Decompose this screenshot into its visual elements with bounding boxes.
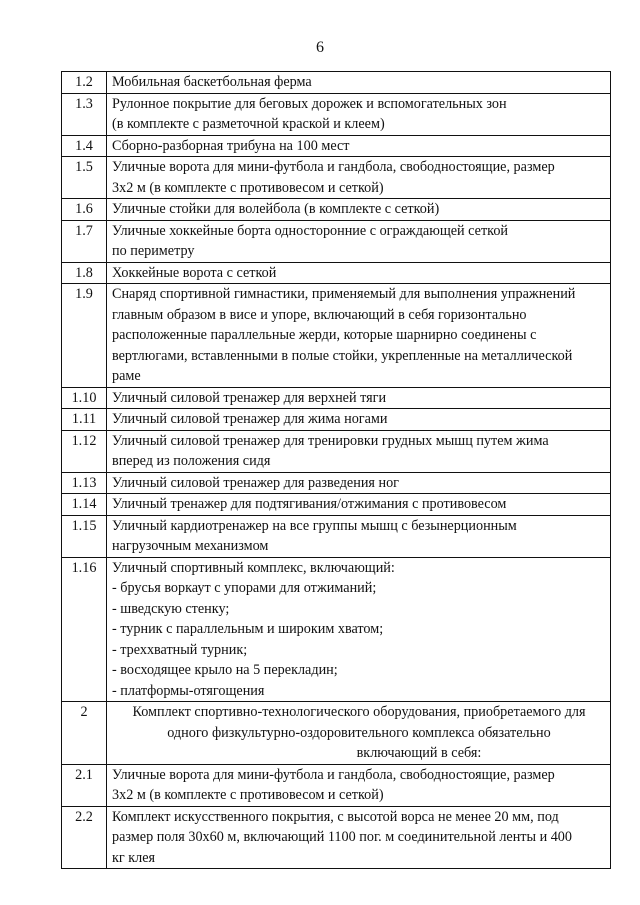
table-row <box>62 557 611 702</box>
description-line: нагрузочным механизмом <box>112 538 269 554</box>
description-line: вперед из положения сидя <box>112 453 271 469</box>
item-description <box>107 515 611 557</box>
description-line: - брусья воркаут с упорами для отжиманий; <box>112 580 377 596</box>
item-description <box>107 557 611 702</box>
description-line: Уличный силовой тренажер для верхней тяги <box>112 389 387 406</box>
table-row <box>62 472 611 494</box>
description-line: Уличный спортивный комплекс, включающий: <box>112 559 395 576</box>
item-number: 2.2 <box>62 806 107 869</box>
item-description <box>107 199 611 221</box>
description-line: Снаряд спортивной гимнастики, применяемый для выполнения упражнений <box>112 286 576 302</box>
description-line: Уличный силовой тренажер для тренировки грудных мышц путем жима <box>112 432 549 449</box>
item-description <box>107 72 611 94</box>
table-row <box>62 494 611 516</box>
table-row <box>62 72 611 94</box>
item-description <box>107 494 611 516</box>
item-number: 1.16 <box>62 557 107 702</box>
description-line: Уличный силовой тренажер для разведения ног <box>112 474 399 491</box>
item-number: 1.3 <box>62 93 107 135</box>
item-description <box>107 135 611 157</box>
item-number: 1.15 <box>62 515 107 557</box>
item-number: 1.8 <box>62 262 107 284</box>
description-line: раме <box>112 368 141 384</box>
item-number: 1.12 <box>62 430 107 472</box>
item-number: 1.6 <box>62 199 107 221</box>
item-number: 1.7 <box>62 220 107 262</box>
item-number: 1.9 <box>62 284 107 388</box>
page-number: 6 <box>316 39 324 56</box>
description-line: (в комплекте с разметочной краской и клеем) <box>112 116 385 132</box>
description-line: по периметру <box>112 243 195 259</box>
item-number: 2 <box>62 702 107 765</box>
description-line: Уличный тренажер для подтягивания/отжимания с противовесом <box>112 496 507 512</box>
table-row <box>62 515 611 557</box>
item-description <box>107 93 611 135</box>
table-row <box>62 702 611 765</box>
item-number: 1.11 <box>62 409 107 431</box>
description-line: - платформы-отягощения <box>112 682 265 699</box>
table-row <box>62 430 611 472</box>
item-description <box>107 472 611 494</box>
item-number: 1.4 <box>62 135 107 157</box>
table-row <box>62 93 611 135</box>
item-description <box>107 284 611 388</box>
description-line: кг клея <box>112 849 156 866</box>
description-line: Уличные ворота для мини-футбола и гандбола, свободностоящие, размер <box>112 159 555 175</box>
table-row <box>62 135 611 157</box>
description-line: Мобильная баскетбольная ферма <box>112 74 312 90</box>
item-number: 1.5 <box>62 157 107 199</box>
table-row <box>62 157 611 199</box>
description-line: 3х2 м (в комплекте с противовесом и сеткой) <box>112 179 384 196</box>
item-description <box>107 430 611 472</box>
description-line: Уличный силовой тренажер для жима ногами <box>112 411 388 427</box>
item-number: 1.10 <box>62 387 107 409</box>
table-row <box>62 220 611 262</box>
item-description <box>107 702 611 765</box>
item-description <box>107 220 611 262</box>
table-row <box>62 387 611 409</box>
equipment-table <box>61 71 611 869</box>
item-description <box>107 806 611 869</box>
description-line: Уличные стойки для волейбола (в комплекте с сеткой) <box>112 201 440 217</box>
item-number: 1.2 <box>62 72 107 94</box>
item-number: 2.1 <box>62 764 107 806</box>
description-line: Хоккейные ворота с сеткой <box>112 264 277 281</box>
item-number: 1.14 <box>62 494 107 516</box>
description-line: - восходящее крыло на 5 перекладин; <box>112 662 338 678</box>
description-line: Уличные ворота для мини-футбола и гандбола, свободностоящие, размер <box>112 766 555 783</box>
item-description <box>107 157 611 199</box>
table-row <box>62 764 611 806</box>
description-line: 3х2 м (в комплекте с противовесом и сеткой) <box>112 787 384 803</box>
description-line: размер поля 30х60 м, включающий 1100 пог. м соединительной ленты и 400 <box>112 829 572 845</box>
description-line: - турник с параллельным и широким хватом; <box>112 621 384 637</box>
description-line: Комплект спортивно-технологического оборудования, приобретаемого для <box>132 704 586 720</box>
description-line: - шведскую стенку; <box>112 600 230 617</box>
description-line: одного физкультурно-оздоровительного комплекса обязательно <box>167 724 551 741</box>
description-line: Сборно-разборная трибуна на 100 мест <box>112 137 350 154</box>
table-row <box>62 262 611 284</box>
equipment-table-body <box>62 72 611 869</box>
description-line: включающий в себя: <box>356 745 482 761</box>
item-description <box>107 387 611 409</box>
description-line: Уличные хоккейные борта односторонние с ограждающей сеткой <box>112 222 509 239</box>
table-row <box>62 409 611 431</box>
description-line: расположенные параллельные жерди, которые шарнирно соединены с <box>112 327 537 343</box>
item-number: 1.13 <box>62 472 107 494</box>
table-row <box>62 806 611 869</box>
table-row <box>62 199 611 221</box>
description-line: Комплект искусственного покрытия, с высотой ворса не менее 20 мм, под <box>112 808 559 825</box>
item-description <box>107 764 611 806</box>
description-line: - треххватный турник; <box>112 641 248 658</box>
item-description <box>107 262 611 284</box>
item-description <box>107 409 611 431</box>
description-line: Рулонное покрытие для беговых дорожек и вспомогательных зон <box>112 95 507 112</box>
description-line: главным образом в висе и упоре, включающий в себя горизонтально <box>112 306 527 323</box>
description-line: Уличный кардиотренажер на все группы мышц с безынерционным <box>112 517 517 534</box>
table-row <box>62 284 611 388</box>
description-line: вертлюгами, вставленными в полые стойки, укрепленные на металлической <box>112 347 573 364</box>
